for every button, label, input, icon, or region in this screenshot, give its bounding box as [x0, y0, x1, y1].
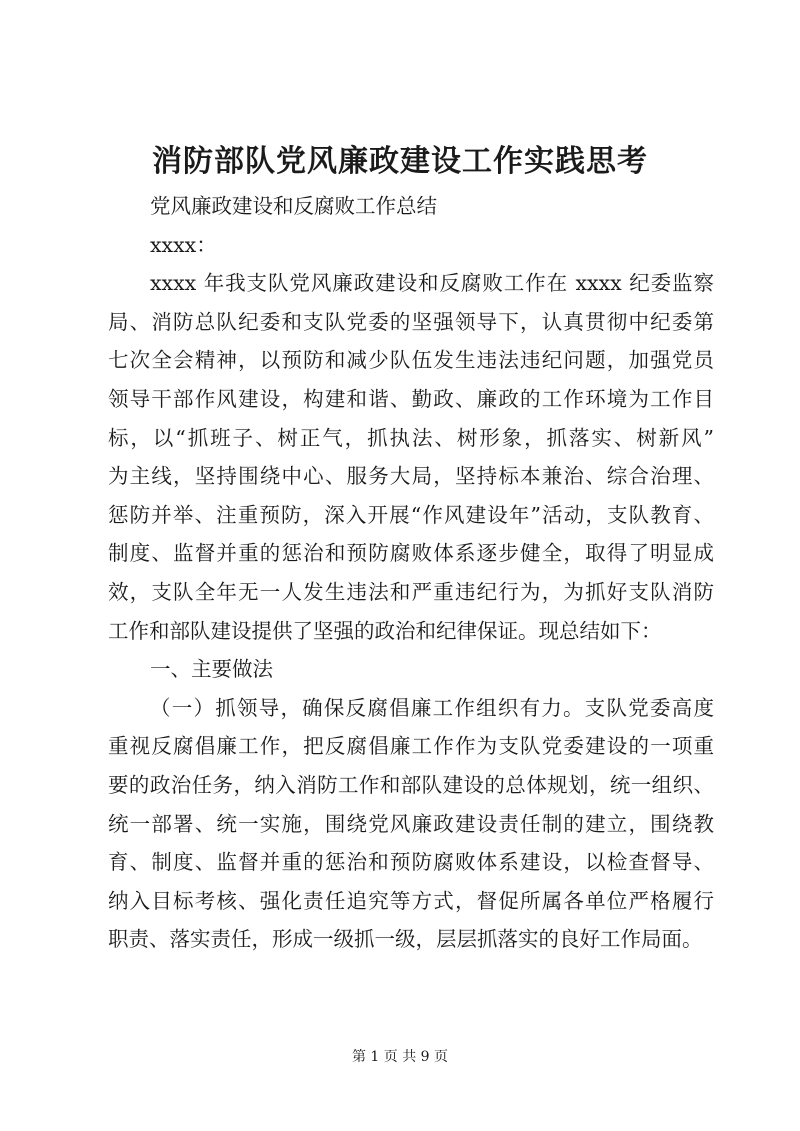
paragraph-line: 统一部署、统一实施，围绕党风廉政建设责任制的建立，围绕教 — [108, 811, 714, 836]
paragraph-line: xxxx 年我支队党风廉政建设和反腐败工作在 xxxx 纪委监察 — [150, 271, 714, 296]
paragraph-line: 要的政治任务，纳入消防工作和部队建设的总体规划，统一组织、 — [108, 772, 714, 797]
paragraph-line: 工作和部队建设提供了坚强的政治和纪律保证。现总结如下： — [108, 618, 662, 643]
subtitle-line: 党风廉政建设和反腐败工作总结 — [150, 194, 437, 218]
paragraph-1 — [108, 264, 714, 650]
page-footer: 第 1 页 共 9 页 — [351, 1049, 449, 1065]
paragraph-line: 纳入目标考核、强化责任追究等方式，督促所属各单位严格履行 — [108, 888, 714, 913]
paragraph-line: 惩防并举、注重预防，深入开展“作风建设年”活动，支队教育、 — [108, 502, 714, 527]
paragraph-line: 为主线，坚持围绕中心、服务大局，坚持标本兼治、综合治理、 — [108, 464, 714, 489]
document-title: 消防部队党风廉政建设工作实践思考 — [152, 144, 648, 179]
paragraph-line: 效，支队全年无一人发生违法和严重违纪行为，为抓好支队消防 — [108, 579, 714, 604]
paragraph-line: 制度、监督并重的惩治和预防腐败体系逐步健全，取得了明显成 — [108, 541, 714, 566]
paragraph-line: 职责、落实责任，形成一级抓一级，层层抓落实的良好工作局面。 — [108, 927, 703, 952]
paragraph-2 — [108, 689, 714, 959]
salutation-line: xxxx： — [150, 232, 217, 257]
paragraph-line: 育、制度、监督并重的惩治和预防腐败体系建设，以检查督导、 — [108, 850, 714, 875]
document-body — [108, 187, 714, 959]
paragraph-line: 局、消防总队纪委和支队党委的坚强领导下，认真贯彻中纪委第 — [108, 309, 714, 334]
paragraph-line: 标，以“抓班子、树正气，抓执法、树形象，抓落实、树新风” — [108, 425, 714, 450]
section-heading: 一、主要做法 — [150, 657, 273, 682]
paragraph-line: 七次全会精神，以预防和减少队伍发生违法违纪问题，加强党员 — [108, 348, 714, 373]
paragraph-line: 重视反腐倡廉工作，把反腐倡廉工作作为支队党委建设的一项重 — [108, 734, 714, 759]
paragraph-line: 领导干部作风建设，构建和谐、勤政、廉政的工作环境为工作目 — [108, 386, 714, 411]
paragraph-line: （一）抓领导，确保反腐倡廉工作组织有力。支队党委高度 — [150, 695, 714, 720]
